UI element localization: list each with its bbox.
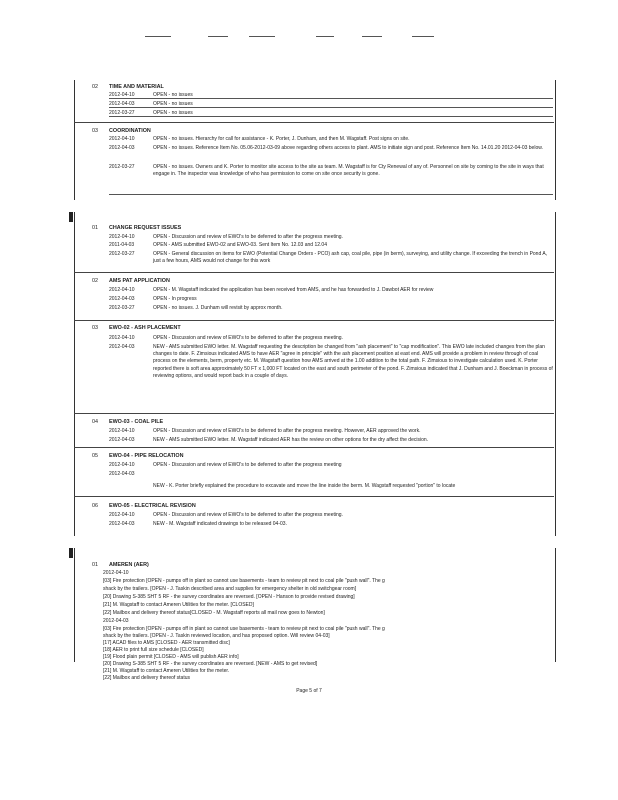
section-marker [69,548,73,558]
ameren-line: [18] AER to print full size schedule [CLOSED] [103,647,204,653]
entry-row: 2012-04-03 NEW - M. Wagstaff indicated drawings to be released 04-03. [109,521,287,527]
entry-row: 2012-04-10 OPEN - Discussion and review of EWO's to be deferred to after the progress meeting. However, AER approved the work. [109,428,421,434]
item-title: AMS PAT APPLICATION [109,278,170,284]
header-dash [145,36,171,37]
item-number: 03 [92,128,98,134]
item-title: EWO-02 - ASH PLACEMENT [109,325,181,331]
entry-row: 2012-03-27 OPEN - no issues. J. Dunham will revisit by approx month. [109,305,283,311]
ameren-line: shack by the trailers. [OPEN - J. Taskin described area and supplies for emergency shelter in old switchgear room] [103,586,357,592]
entry-text: NEW - AMS submitted EWO letter. M. Wagstaff requesting the description be changed from "ash placement" to "cap modification". This EWO late included changes from the plan changes to date. F. Zimsious indicated AMS to have AER "agree in principle" with the ash placement position at east end. AMS will provide a problem in review through of coal process on the elements, berm, property etc. M. Wagstaff question how AMS arrived at the 1.00 addition to the total path. F. Zimsious to investigate calculation used. K. Porter reported there is soft area approximately 50 FT x 1,000 FT located on the east and south perimeter of the pond. F. Zimsious indicated that J. Dunham and J. Boeckman in process of reviewing options, and would report back in a couple of days. [153,344,553,379]
header-dash [316,36,334,37]
entry-row: 2012-04-10 OPEN - Discussion and review of EWO's to be deferred to after the progress meeting. [109,512,343,518]
entry-text: OPEN - no issues. Owners and K. Porter to monitor site access to the site as team. M. Wagstaff is for Cty Renewal of any of. Personnel on site by coming to the site in ways that engage in. The inspector was knowledge of who has permission to come on site once security is gone. [153,164,544,178]
item-title: TIME AND MATERIAL [109,84,164,90]
item-number: 03 [92,325,98,331]
item-title: EWO-04 - PIPE RELOCATION [109,453,184,459]
item-number: 04 [92,419,98,425]
item-number: 05 [92,453,98,459]
entry-date: 2012-03-27 [109,251,135,257]
page-number: Page 5 of 7 [296,688,322,694]
item-number: 02 [92,278,98,284]
entry-date: 2012-04-03 [103,618,129,624]
header-dash [249,36,275,37]
entry-rule [109,116,553,117]
ameren-line: [17] ACAD files to AMS [CLOSED - AER transmitted disc] [103,640,230,646]
ameren-line: shack by the trailers. [OPEN - J. Taskin reviewed location, and has proposed option. Will review 04-03] [103,633,330,639]
item-title: COORDINATION [109,128,151,134]
entry-row: 2012-04-10 OPEN - M. Wagstaff indicated the application has been received from AMS, and he has forwarded to J. Dawbot AER for review [109,287,434,293]
ameren-line: [21] M. Wagstaff to contact Ameren Utilities for the meter. [CLOSED] [103,602,254,608]
ameren-line: [22] Mailbox and delivery thereof status[CLOSED - M. Wagstaff reports all mail now goes to Newton] [103,610,325,616]
entry-row: 2012-04-03 OPEN - In progress [109,296,197,302]
header-dash [208,36,228,37]
entry-row: 2012-03-27 OPEN - no issues [109,110,193,116]
entry-date: 2012-04-03 [109,344,135,350]
entry-text: OPEN - no issues. Reference Item No. 05.06-2012-03-09 above regarding others access to plant. AMS to initiate sign and post. Reference Item No. 14.01.20 2012-04-03 below. [153,145,543,151]
ameren-line: [20] Drawing S-385 SHT 5 RF - the survey coordinates are reversed. [OPEN - Hanson to provide revised drawing] [103,594,355,600]
ameren-line: [19] Flood plain permit [CLOSED - AMS will publish AER info] [103,654,239,660]
item-title: EWO-03 - COAL PILE [109,419,164,425]
entry-row: 2012-04-03 [109,471,135,477]
item-title: EWO-05 - ELECTRICAL REVISION [109,503,196,509]
item-divider [74,496,554,497]
ameren-line: [03] Fire protection [OPEN - pumps off in plant so cannot use basements - team to review pit next to coal pile "push wall". The g [103,578,385,584]
ameren-line: [03] Fire protection [OPEN - pumps off in plant so cannot use basements - team to review pit next to coal pile "push wall". The g [103,626,385,632]
item-number: 01 [92,225,98,231]
item-divider [74,447,554,448]
entry-note: NEW - K. Porter briefly explained the procedure to excavate and move the line inside the berm. M. Wagstaff requested "portion" to locate [153,483,456,489]
ameren-line: [22] Mailbox and delivery thereof status [103,675,190,681]
entry-rule [109,194,553,195]
item-divider [74,122,554,123]
item-number: 02 [92,84,98,90]
header-dash [412,36,434,37]
ameren-line: [21] M. Wagstaff to contact Ameren Utilities for the meter. [103,668,230,674]
entry-row: 2012-04-10 OPEN - Discussion and review of EWO's to be deferred to after the progress meeting. [109,234,343,240]
item-title: CHANGE REQUEST ISSUES [109,225,182,231]
entry-row: 2012-04-03 NEW - AMS submitted EWO letter. M. Wagstaff indicated AER has the review on other options for the dry affect the decision. [109,437,429,443]
entry-row: 2011-04-03 OPEN - AMS submitted EWO-02 and EWO-03. Sent Item No. 12.03 and 12.04 [109,242,327,248]
entry-row: 2012-04-10 OPEN - no issues. Hierarchy for call for assistance - K. Porter, J. Dunham, and then M. Wagstaff. Post signs on site. [109,136,410,142]
item-divider [74,413,554,414]
entry-date: 2012-04-10 [103,570,129,576]
ameren-line: [20] Drawing S-385 SHT 5 RF - the survey coordinates are reversed. [NEW - AMS to get revised] [103,661,318,667]
section-marker [69,212,73,222]
entry-text: OPEN - General discussion on items for EWO (Potential Change Orders - PCO) ash cap, coal pile, pipe (in berm), surveying, and utility change. If exceeding the trench in Pond A, just a few hours, AMS would not change for this work [153,251,548,265]
item-divider [74,320,554,321]
item-divider [74,272,554,273]
entry-row: 2012-04-10 OPEN - no issues [109,92,193,98]
entry-row: 2012-04-10 OPEN - Discussion and review of EWO's to be deferred to after the progress meeting. [109,335,343,341]
entry-row: 2012-04-10 OPEN - Discussion and review of EWO's to be deferred to after the progress meeting [109,462,342,468]
item-number: 01 [92,562,98,568]
header-dash [362,36,382,37]
entry-date: 2012-04-03 [109,145,135,151]
entry-date: 2012-03-27 [109,164,135,170]
entry-rule [109,98,553,99]
entry-row: 2012-04-03 OPEN - no issues [109,101,193,107]
item-number: 06 [92,503,98,509]
item-title: AMEREN (AER) [109,562,149,568]
entry-rule [109,107,553,108]
